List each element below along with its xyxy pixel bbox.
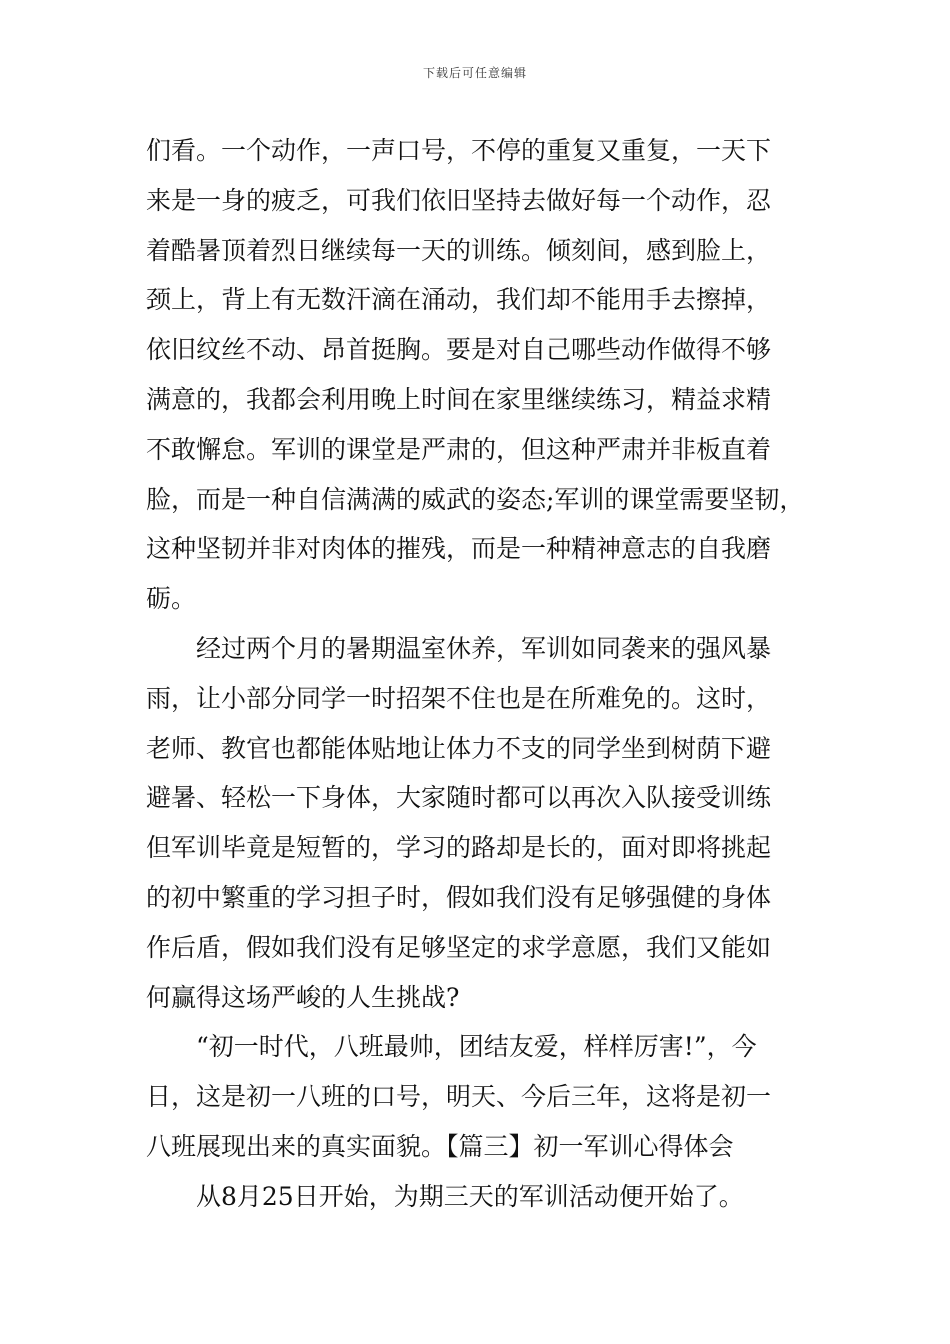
body-text [146,126,826,1222]
text-line: 雨，让小部分同学一时招架不住也是在所难免的。这时， [146,683,772,713]
text-line: 脸，而是一种自信满满的威武的姿态;军训的课堂需要坚韧， [146,484,805,514]
text-line: 不敢懈怠。军训的课堂是严肃的，但这种严肃并非板直着 [146,434,772,464]
text-line: 砺。 [146,584,197,614]
text-line: 避暑、轻松一下身体，大家随时都可以再次入队接受训练 [146,783,772,813]
paragraph-first-line: 经过两个月的暑期温室休养，军训如同袭来的强风暴 [196,633,772,663]
text-line: 日，这是初一八班的口号，明天、今后三年，这将是初一 [146,1082,772,1112]
text-line: 颈上，背上有无数汗滴在涌动，我们却不能用手去擦掉， [146,285,772,315]
text-line: 们看。一个动作，一声口号，不停的重复又重复，一天下 [146,136,772,165]
text-line: 八班展现出来的真实面貌。【篇三】初一军训心得体会 [146,1131,734,1161]
text-line: 的初中繁重的学习担子时，假如我们没有足够强健的身体 [146,882,772,912]
text-line: 老师、教官也都能体贴地让体力不支的同学坐到树荫下避 [146,733,772,763]
text-line: 但军训毕竟是短暂的，学习的路却是长的，面对即将挑起 [146,833,772,863]
text-line: 作后盾，假如我们没有足够坚定的求学意愿，我们又能如 [146,932,772,962]
text-line: 这种坚韧并非对肉体的摧残，而是一种精神意志的自我磨 [146,534,772,564]
paragraph-first-line: 从8月25日开始，为期三天的军训活动便开始了。 [196,1181,744,1211]
text-line: 来是一身的疲乏，可我们依旧坚持去做好每一个动作，忍 [146,185,772,215]
text-line: 依旧纹丝不动、昂首挺胸。要是对自己哪些动作做得不够 [146,335,772,365]
text-line: 满意的，我都会利用晚上时间在家里继续练习，精益求精 [146,384,772,414]
paragraph-first-line: “初一时代，八班最帅，团结友爱，样样厉害!”，今 [196,1032,757,1062]
header-note: 下载后可任意编辑 [422,66,527,80]
text-line: 着酷暑顶着烈日继续每一天的训练。倾刻间，感到脸上， [146,235,772,265]
text-line: 何赢得这场严峻的人生挑战? [146,982,460,1012]
